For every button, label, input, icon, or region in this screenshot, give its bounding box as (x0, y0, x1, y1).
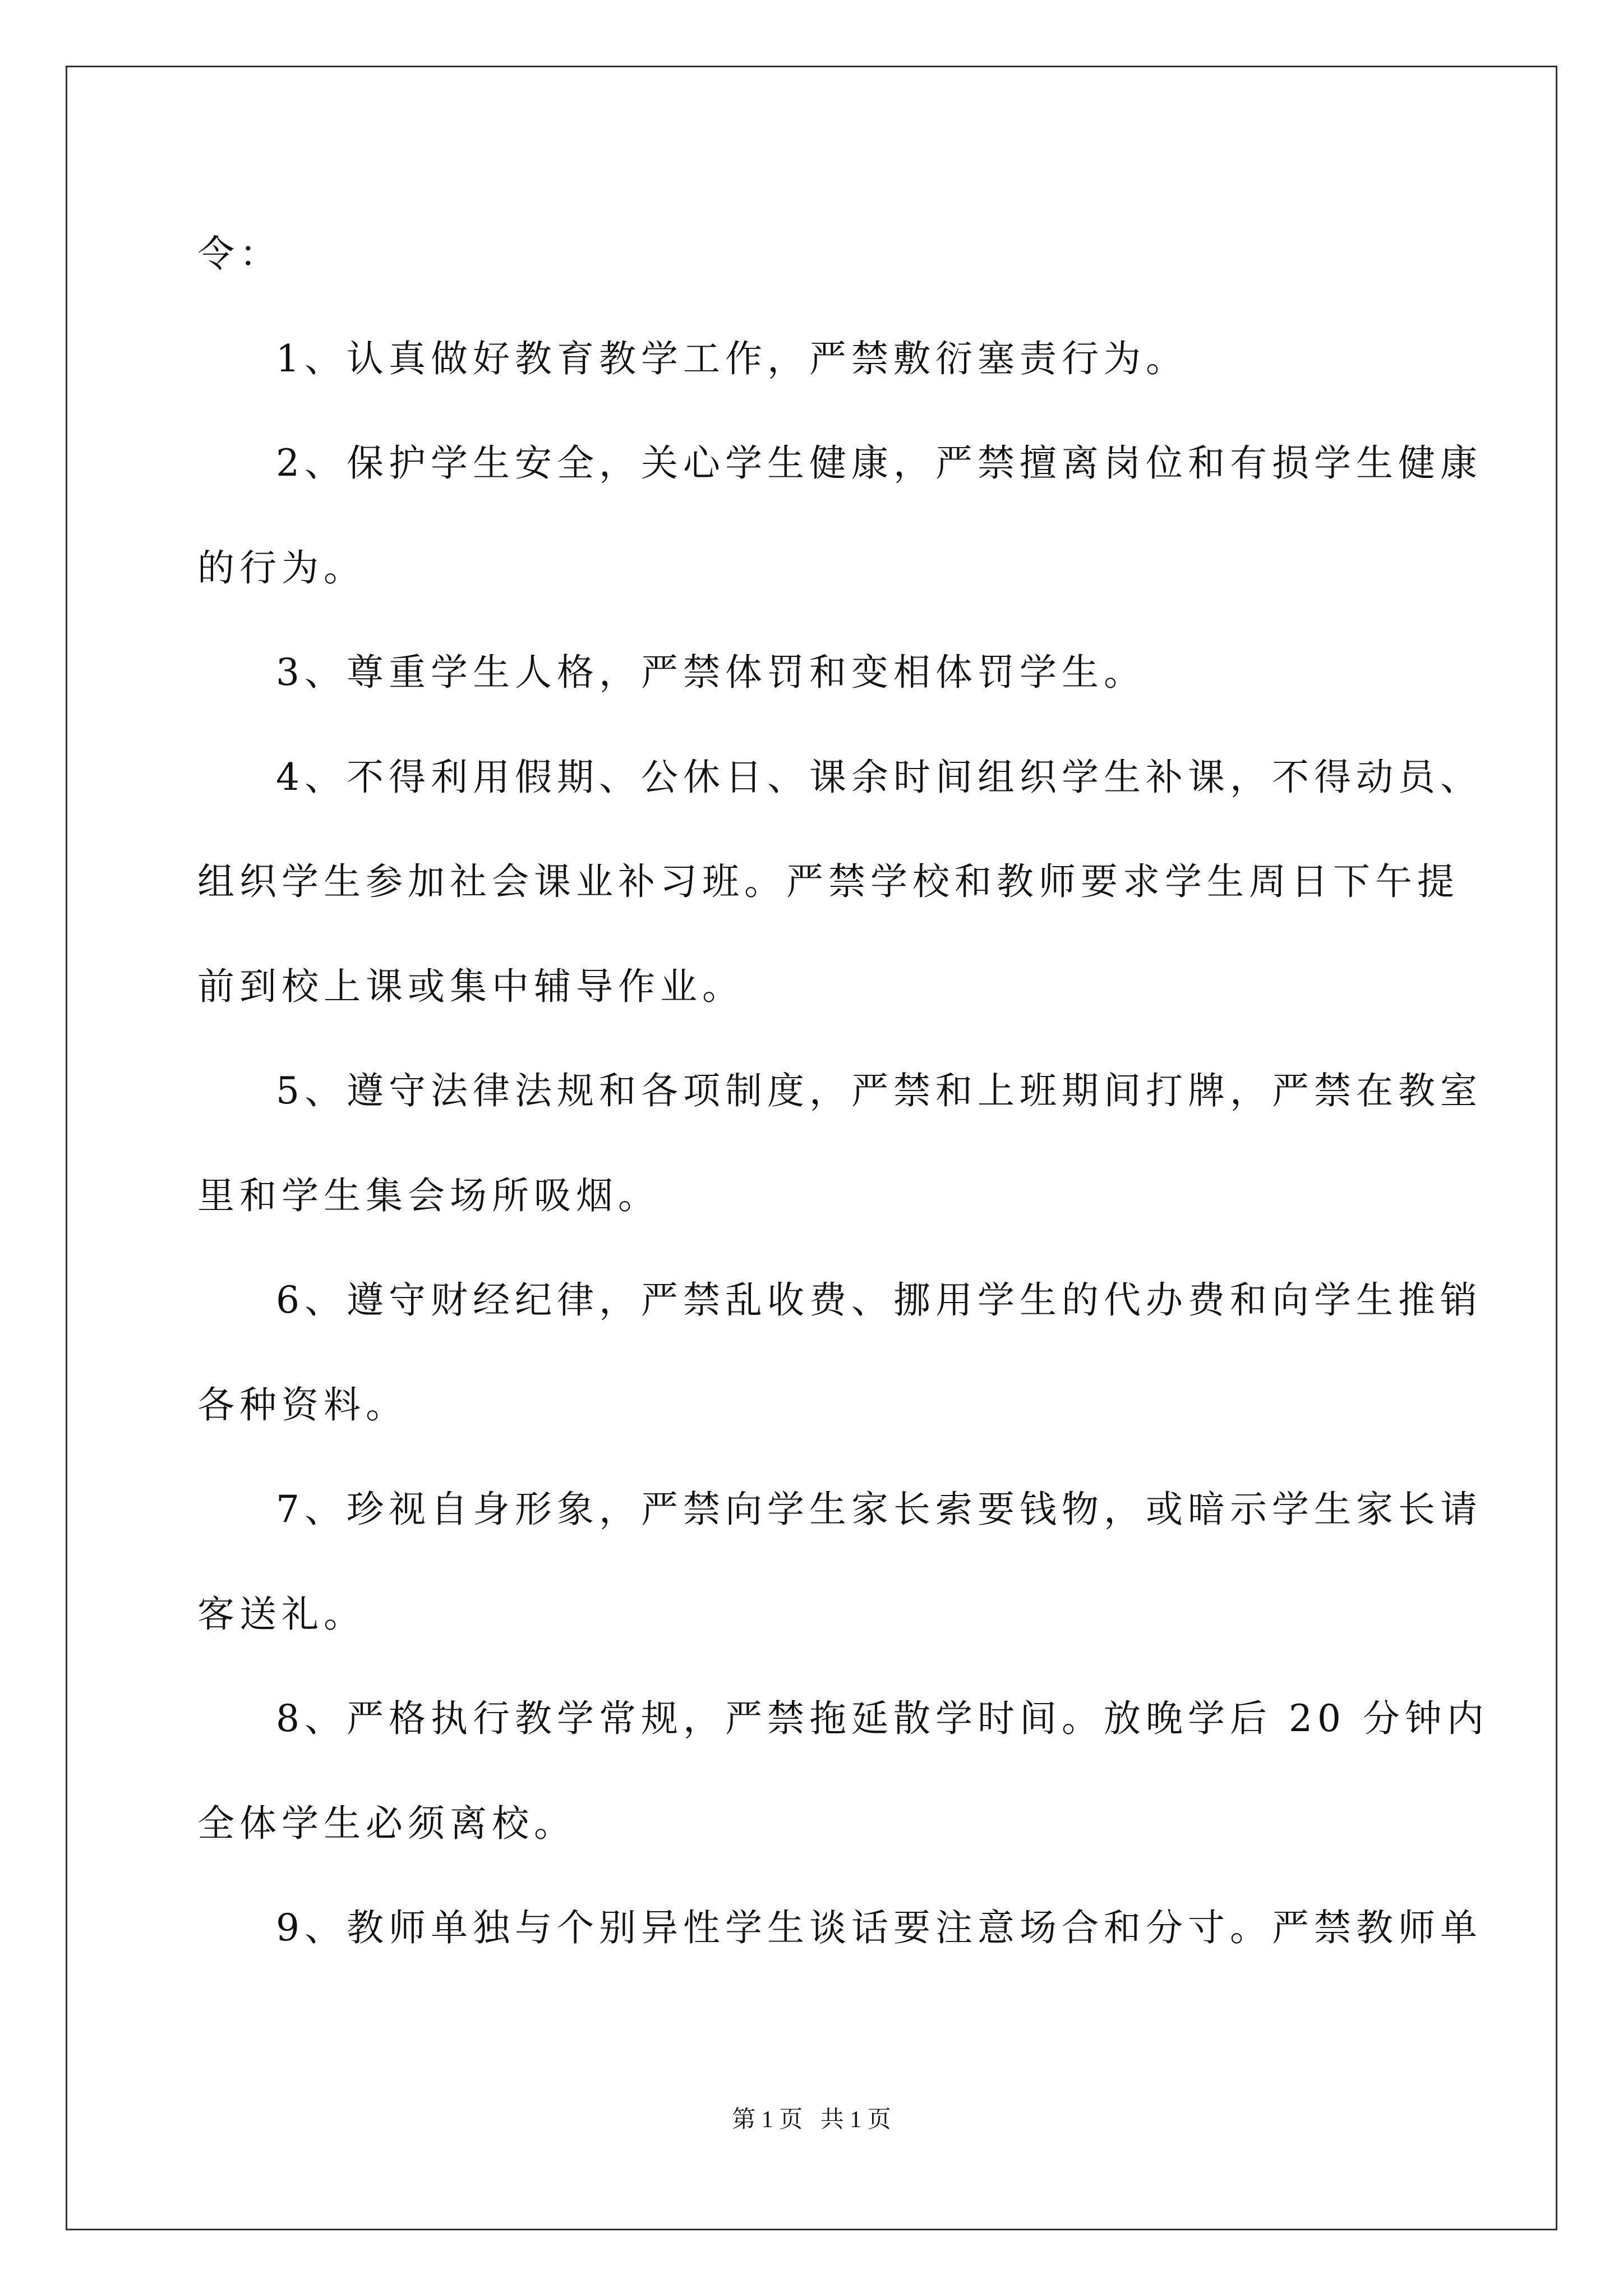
page-footer: 第 1 页 共 1 页 (732, 2107, 891, 2133)
text-line: 客送礼。 (197, 1593, 366, 1636)
text-line: 4、不得利用假期、公休日、课余时间组织学生补课，不得动员、 (276, 756, 1482, 799)
text-line: 的行为。 (197, 546, 366, 590)
text-line: 7、珍视自身形象，严禁向学生家长索要钱物，或暗示学生家长请 (276, 1488, 1482, 1531)
text-line: 9、教师单独与个别异性学生谈话要注意场合和分寸。严禁教师单 (276, 1906, 1482, 1949)
text-line: 各种资料。 (197, 1383, 408, 1427)
text-line: 8、严格执行教学常规，严禁拖延散学时间。放晚学后 20 分钟内 (276, 1697, 1489, 1740)
text-line: 组织学生参加社会课业补习班。严禁学校和教师要求学生周日下午提 (197, 860, 1459, 903)
text-line: 6、遵守财经纪律，严禁乱收费、挪用学生的代办费和向学生推销 (276, 1278, 1482, 1322)
text-line: 里和学生集会场所吸烟。 (197, 1174, 660, 1217)
text-line: 全体学生必须离校。 (197, 1802, 576, 1845)
text-line: 2、保护学生安全，关心学生健康，严禁擅离岗位和有损学生健康 (276, 441, 1482, 485)
text-line: 前到校上课或集中辅导作业。 (197, 965, 744, 1008)
text-line: 5、遵守法律法规和各项制度，严禁和上班期间打牌，严禁在教室 (276, 1069, 1482, 1112)
text-line: 3、尊重学生人格，严禁体罚和变相体罚学生。 (276, 651, 1146, 694)
text-line: 令： (197, 232, 282, 275)
text-line: 1、认真做好教育教学工作，严禁敷衍塞责行为。 (276, 337, 1188, 380)
